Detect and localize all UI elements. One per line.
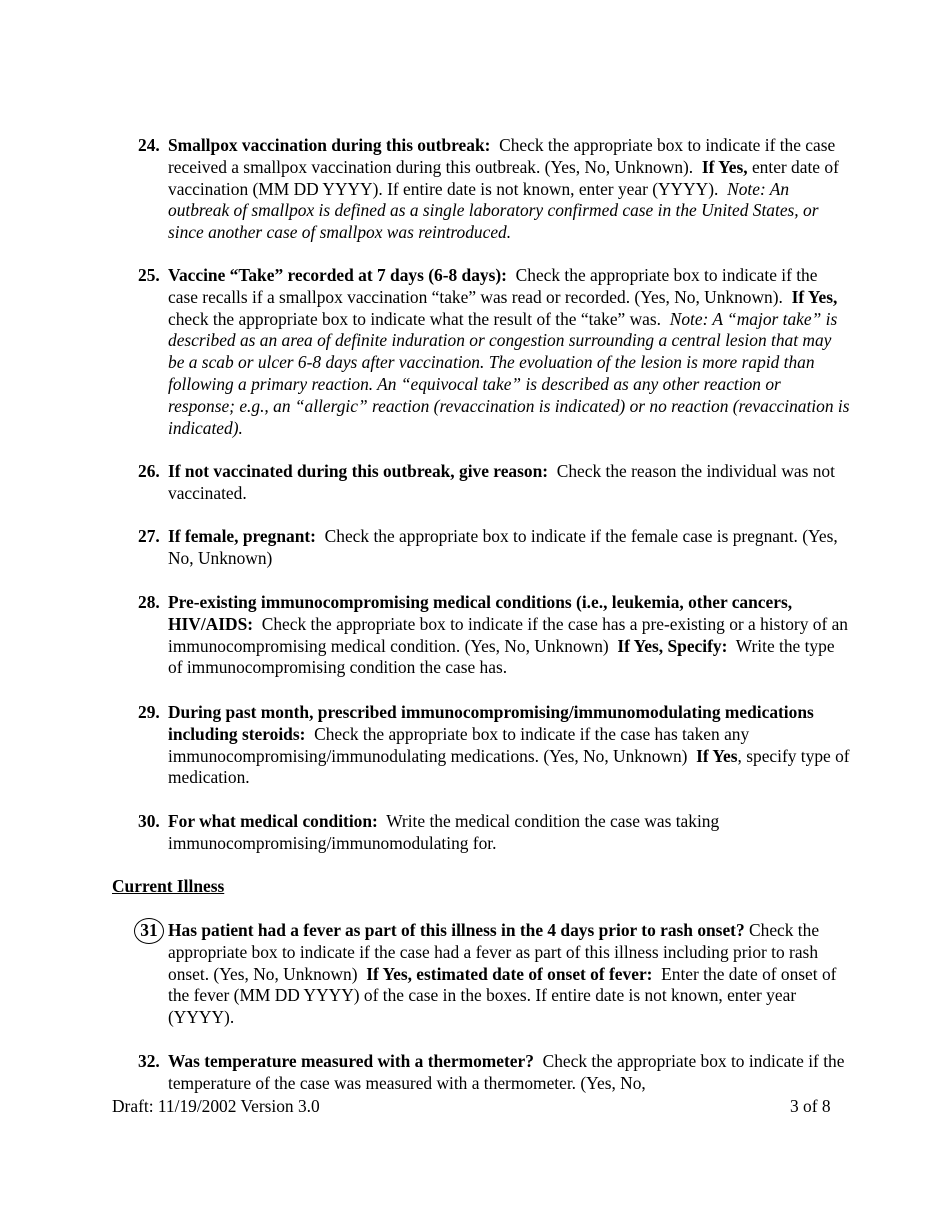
item-text (168, 265, 850, 439)
item-text (168, 811, 850, 855)
item-body: Check the appropriate box to indicate if the temperature of the case was measured with a thermometer. (Yes, No, (168, 1051, 845, 1093)
item-emphasis: If Yes, Specify: (617, 635, 728, 656)
item-body-continued: , specify type of medication. (168, 745, 850, 788)
item-body: Write the medical condition the case was taking immunocompromising/immunomodulating for. (168, 811, 720, 853)
list-item-25 (138, 265, 850, 439)
item-number: 26. (138, 461, 160, 481)
list-item-31 (138, 920, 850, 1029)
item-number: 27. (138, 526, 160, 546)
circled-number: 31 (134, 918, 164, 944)
item-title: Pre-existing immunocompromising medical conditions (i.e., leukemia, other cancers, HIV/AIDS: (168, 592, 793, 634)
list-item-29 (138, 702, 850, 789)
list-item-27 (138, 526, 850, 570)
item-body: Check the appropriate box to indicate if the female case is pregnant. (Yes, No, Unknown) (168, 526, 838, 568)
item-body-continued: Write the type of immunocompromising condition the case has. (168, 635, 835, 678)
item-text (168, 1051, 850, 1095)
item-title: If female, pregnant: (168, 526, 316, 546)
item-note: Note: A “major take” is described as an area of definite induration or congestion surrounding a central lesion that may be a scab or ulcer 6-8 days after vaccination. The evoluation of the lesion is more rapid than following a primary reaction. An “equivocal take” is described as any other reaction or response; e.g., an “allergic” reaction (revaccination is indicated) or no reaction (revaccination is indicated). (168, 308, 850, 438)
item-body: Check the appropriate box to indicate if the case has taken any immunocompromising/immunodulating medications. (Yes, No, Unknown) (168, 723, 750, 766)
list-item-26 (138, 461, 850, 505)
item-title: For what medical condition: (168, 811, 378, 831)
item-title: Was temperature measured with a thermometer? (168, 1051, 534, 1071)
item-body: Check the appropriate box to indicate if the case has a pre-existing or a history of an immunocompromising medical condition. (Yes, No, Unknown) (168, 613, 848, 656)
item-emphasis: If Yes (696, 745, 738, 766)
item-number (134, 920, 164, 944)
item-note: Note: An outbreak of smallpox is defined as a single laboratory confirmed case in the United States, or since another case of smallpox was reintroduced. (168, 178, 819, 243)
item-text (168, 920, 850, 1029)
item-number: 24. (138, 135, 160, 155)
item-number: 32. (138, 1051, 160, 1071)
item-number: 28. (138, 592, 160, 612)
item-body: Check the appropriate box to indicate if the case had a fever as part of this illness including prior to rash onset. (Yes, No, Unknown) (168, 920, 820, 984)
list-item-30 (138, 811, 850, 855)
item-body: Check the appropriate box to indicate if the case received a smallpox vaccination during this outbreak. (Yes, No, Unknown). (168, 135, 836, 177)
item-title: During past month, prescribed immunocompromising/immunomodulating medications including steroids: (168, 702, 814, 744)
item-body: Check the reason the individual was not vaccinated. (168, 461, 835, 503)
item-number: 29. (138, 702, 160, 722)
item-body-continued: enter date of vaccination (MM DD YYYY). If entire date is not known, enter year (YYYY). (168, 156, 839, 199)
item-emphasis: If Yes, estimated date of onset of fever: (366, 963, 653, 984)
item-emphasis: If Yes, (701, 156, 748, 177)
list-item-24 (138, 135, 850, 244)
item-text (168, 702, 850, 789)
list-item-28 (138, 592, 850, 679)
item-number: 30. (138, 811, 160, 831)
item-text (168, 461, 850, 505)
footer-page-number: 3 of 8 (790, 1096, 831, 1116)
item-number: 25. (138, 265, 160, 285)
item-emphasis: If Yes, (791, 286, 838, 307)
item-text (168, 526, 850, 570)
item-body-continued: check the appropriate box to indicate what the result of the “take” was. (168, 308, 662, 329)
item-body: Check the appropriate box to indicate if the case recalls if a smallpox vaccination “take” was read or recorded. (Yes, No, Unknown). (168, 265, 818, 307)
footer-draft-version: Draft: 11/19/2002 Version 3.0 (112, 1096, 320, 1116)
item-text (168, 592, 850, 679)
item-title: If not vaccinated during this outbreak, give reason: (168, 461, 549, 481)
item-title: Has patient had a fever as part of this illness in the 4 days prior to rash onset? (168, 920, 745, 940)
item-title: Smallpox vaccination during this outbreak: (168, 135, 491, 155)
item-text (168, 135, 850, 244)
item-body-continued: Enter the date of onset of the fever (MM DD YYYY) of the case in the boxes. If entire date is not known, enter year (YYYY). (168, 963, 837, 1028)
list-item-32 (138, 1051, 850, 1095)
item-title: Vaccine “Take” recorded at 7 days (6-8 days): (168, 265, 507, 285)
section-heading: Current Illness (112, 876, 225, 896)
